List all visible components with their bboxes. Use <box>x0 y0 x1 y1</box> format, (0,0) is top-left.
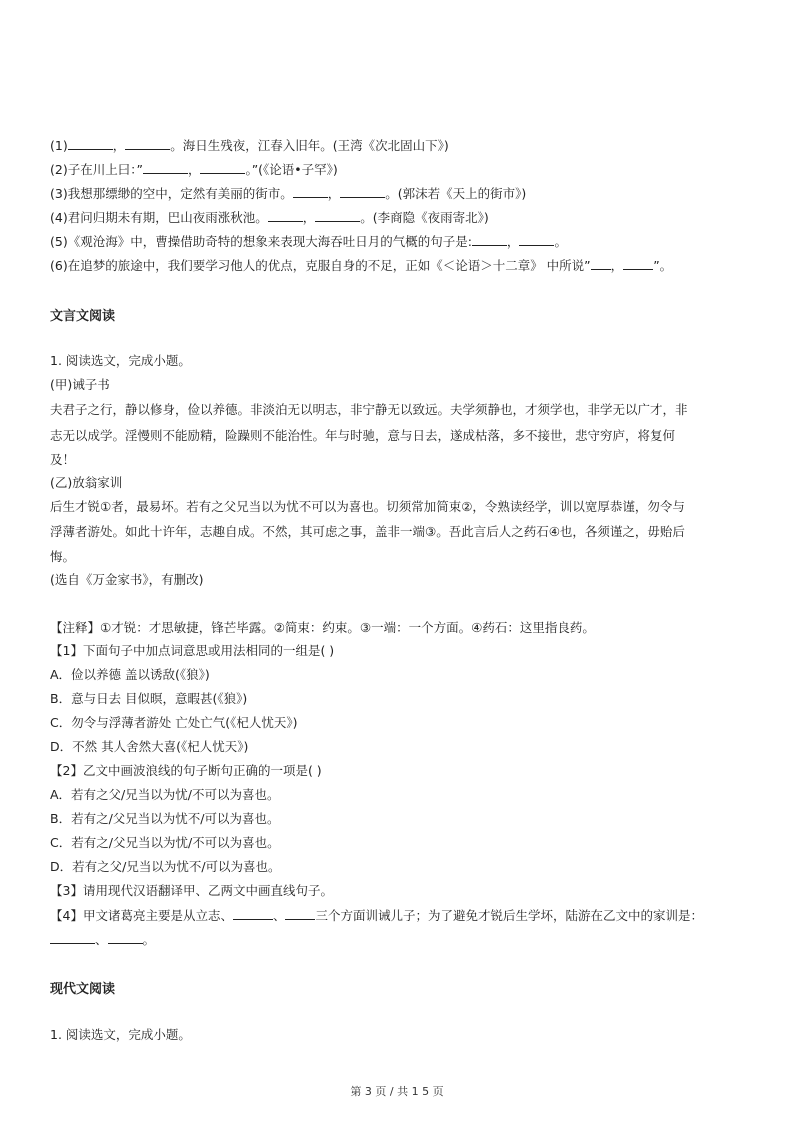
passage-line: 后生才锐①者，最易坏。若有之父兄当以为忧不可以为喜也。切须常加简束②，令熟读经学，训以宽厚恭谨，勿令与 <box>50 499 685 514</box>
section-heading-classical: 文言文阅读 <box>50 309 116 324</box>
option-b[interactable]: B．若有之/父兄当以为忧不/可以为喜也。 <box>50 811 280 826</box>
answer-blank[interactable] <box>50 931 95 944</box>
answer-blank[interactable] <box>591 257 611 270</box>
fill-question-3: (3)我想那缥缈的空中，定然有美丽的街市。 ， 。(郭沫若《天上的街市》) <box>50 186 527 201</box>
passage-title-jia: (甲)诫子书 <box>50 377 110 392</box>
section-heading-modern: 现代文阅读 <box>50 982 116 997</box>
question-2: 【2】乙文中画波浪线的句子断句正确的一项是( ) <box>50 763 322 778</box>
answer-blank[interactable] <box>340 185 385 198</box>
answer-blank[interactable] <box>200 161 245 174</box>
reading-intro: 1. 阅读选文，完成小题。 <box>50 1027 191 1042</box>
passage-line: 及！ <box>50 452 76 467</box>
annotation-note: 【注释】①才锐：才思敏捷，锋芒毕露。②简束：约束。③一端：一个方面。④药石：这里指良药。 <box>50 620 595 635</box>
answer-blank[interactable] <box>143 161 188 174</box>
question-4: 【4】甲文诸葛亮主要是从立志、 、 三个方面训诫儿子；为了避免才锐后生学坏，陆游在乙文中的家训是： <box>50 908 703 923</box>
answer-blank[interactable] <box>108 931 143 944</box>
fill-question-6: (6)在追梦的旅途中，我们要学习他人的优点，克服自身的不足，正如《＜论语＞十二章》 中所说” ， ”。 <box>50 258 673 273</box>
page-footer: 第 3 页 / 共 1 5 页 <box>350 1085 444 1098</box>
option-c[interactable]: C．若有之/父兄当以为忧/不可以为喜也。 <box>50 835 280 850</box>
question-4-continued: 、 。 <box>50 931 155 948</box>
answer-blank[interactable] <box>268 209 303 222</box>
option-a[interactable]: A．俭以养德 盖以诱敌(《狼》) <box>50 667 210 682</box>
passage-line: 浮薄者游处。如此十许年，志趣自成。不然，其可虑之事，盖非一端③。吾此言后人之药石④也，各须谨之，毋贻后 <box>50 524 685 539</box>
fill-question-1: (1) ， 。海日生残夜，江春入旧年。(王湾《次北固山下》) <box>50 138 449 153</box>
option-d[interactable]: D．不然 其人舍然大喜(《杞人忧天》) <box>50 739 249 754</box>
fill-question-5: (5)《观沧海》中，曹操借助奇特的想象来表现大海吞吐日月的气概的句子是: ， 。 <box>50 234 567 249</box>
option-b[interactable]: B．意与日去 目似暝，意暇甚(《狼》) <box>50 691 248 706</box>
answer-blank[interactable] <box>68 137 113 150</box>
fill-question-2: (2)子在川上曰：” ， 。”(《论语•子罕》) <box>50 162 338 177</box>
answer-blank[interactable] <box>285 907 315 920</box>
answer-blank[interactable] <box>125 137 170 150</box>
option-a[interactable]: A．若有之父/兄当以为忧/不可以为喜也。 <box>50 787 280 802</box>
option-c[interactable]: C．勿令与浮薄者游处 亡处亡气(《杞人忧天》) <box>50 715 298 730</box>
passage-line: 夫君子之行，静以修身，俭以养德。非淡泊无以明志，非宁静无以致远。夫学须静也，才须学也，非学无以广才，非 <box>50 402 688 417</box>
answer-blank[interactable] <box>233 907 273 920</box>
option-d[interactable]: D．若有之父/兄当以为忧不/可以为喜也。 <box>50 859 281 874</box>
answer-blank[interactable] <box>623 257 653 270</box>
question-3: 【3】请用现代汉语翻译甲、乙两文中画直线句子。 <box>50 883 333 898</box>
passage-source: (选自《万金家书》，有删改) <box>50 572 204 587</box>
passage-line: 志无以成学。淫慢则不能励精，险躁则不能治性。年与时驰，意与日去，遂成枯落，多不接世，悲守穷庐，将复何 <box>50 428 676 443</box>
answer-blank[interactable] <box>315 209 360 222</box>
question-1: 【1】下面句子中加点词意思或用法相同的一组是( ) <box>50 643 335 658</box>
passage-line: 悔。 <box>50 549 76 564</box>
passage-title-yi: (乙)放翁家训 <box>50 475 123 490</box>
answer-blank[interactable] <box>472 233 507 246</box>
answer-blank[interactable] <box>293 185 328 198</box>
answer-blank[interactable] <box>519 233 554 246</box>
fill-question-4: (4)君问归期未有期，巴山夜雨涨秋池。 ， 。(李商隐《夜雨寄北》) <box>50 210 489 225</box>
reading-intro: 1. 阅读选文，完成小题。 <box>50 353 191 368</box>
